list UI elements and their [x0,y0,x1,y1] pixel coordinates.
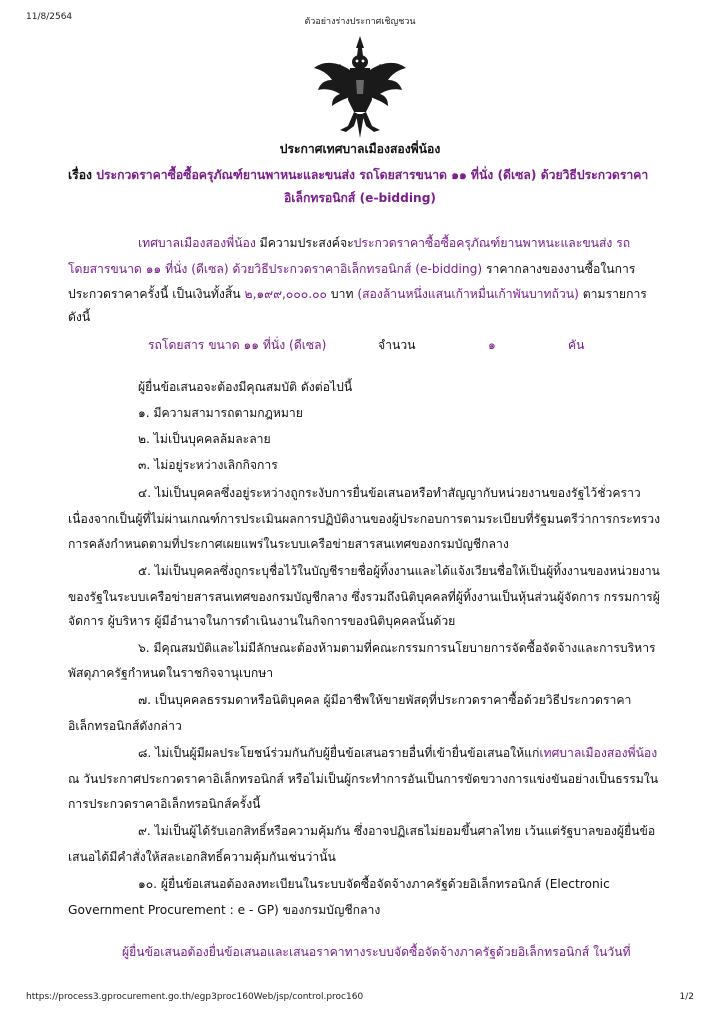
intro-line-3 [68,285,647,303]
qualification-8-text: ๘. ไม่เป็นผู้มีผลประโยชน์ร่วมกันกับผู้ยื่นข้อเสนอรายอื่นที่เข้ายื่นข้อเสนอให้แก่ [138,746,540,760]
qualifications-lead: ผู้ยื่นข้อเสนอจะต้องมีคุณสมบัติ ดังต่อไปนี้ [138,380,353,394]
currency: บาท [326,287,358,301]
qualification-6-line-1: ๖. มีคุณสมบัติและไม่มีลักษณะต้องห้ามตามที่คณะกรรมการนโยบายการจัดซื้อจัดจ้างและการบริหาร [138,641,656,655]
qualification-10-line-2: Government Procurement : e - GP) ของกรมบัญชีกลาง [68,903,381,917]
qualification-9-line-1: ๙. ไม่เป็นผู้ได้รับเอกสิทธิ์หรือความคุ้มกัน ซึ่งอาจปฏิเสธไม่ยอมขึ้นศาลไทย เว้นแต่รัฐบาลของผู้ยื่นข้อ [138,824,656,838]
print-url: https://process3.gprocurement.go.th/egp3proc160Web/jsp/control.proc160 [26,992,364,1002]
qualification-4-line-1: ๔. ไม่เป็นบุคคลซึ่งอยู่ระหว่างถูกระงับการยื่นข้อเสนอหรือทำสัญญากับหน่วยงานของรัฐไว้ชั่วคราว [138,486,641,500]
subject-line-1 [68,166,648,184]
procurement-title-cont: โดยสารขนาด ๑๑ ที่นั่ง (ดีเซล) ด้วยวิธีประกวดราคาอิเล็กทรอนิกส์ (e-bidding) [68,262,483,276]
qualification-8-line-1 [138,744,657,762]
qualification-6-line-2: พัสดุภาครัฐกำหนดในราชกิจจานุเบกษา [68,666,274,680]
qualification-3: ๓. ไม่อยู่ระหว่างเลิกกิจการ [138,458,278,472]
qualification-5-line-2: ของรัฐในระบบเครือข่ายสารสนเทศของกรมบัญชีกลาง ซึ่งรวมถึงนิติบุคคลที่ผู้ทิ้งงานเป็นหุ้นส่วนผู้จัดการ กรรมการผู้ [68,590,660,604]
qualification-8-line-2: ณ วันประกาศประกวดราคาอิเล็กทรอนิกส์ หรือไม่เป็นผู้กระทำการอันเป็นการขัดขวางการแข่งขันอย่างเป็นธรรมใน [68,772,659,786]
org-name: เทศบาลเมืองสองพี่น้อง [539,746,658,760]
subject-text: ประกวดราคาซื้อซื้อครุภัณฑ์ยานพาหนะและขนส่ง รถโดยสารขนาด ๑๑ ที่นั่ง (ดีเซล) ด้วยวิธีประกวดราคา [96,168,649,182]
qualification-1: ๑. มีความสามารถตามกฎหมาย [138,406,303,420]
org-name: เทศบาลเมืองสองพี่น้อง [138,236,256,250]
intro-text: ตามรายการ [578,287,647,301]
intro-text: ราคากลางของงานซื้อในการ [482,262,636,276]
item-name: รถโดยสาร ขนาด ๑๑ ที่นั่ง (ดีเซล) [148,338,327,352]
qualification-10-line-1: ๑๐. ผู้ยื่นข้อเสนอต้องลงทะเบียนในระบบจัดซื้อจัดจ้างภาครัฐด้วยอิเล็กทรอนิกส์ (Electronic [138,877,610,891]
print-date: 11/8/2564 [26,12,73,22]
announcement-heading: ประกาศเทศบาลเมืองสองพี่น้อง [279,142,441,156]
qualification-7-line-1: ๗. เป็นบุคคลธรรมดาหรือนิติบุคคล ผู้มีอาชีพให้ขายพัสดุที่ประกวดราคาซื้อด้วยวิธีประกวดราคา [138,693,632,707]
garuda-emblem-icon [312,34,408,140]
qualification-4-line-3: การคลังกำหนดตามที่ประกาศเผยแพร่ในระบบเครือข่ายสารสนเทศของกรมบัญชีกลาง [68,537,509,551]
print-page-number: 1/2 [679,992,694,1002]
item-unit: คัน [568,338,585,352]
item-qty-label: จำนวน [378,338,416,352]
intro-line-4: ดังนี้ [68,310,91,324]
subject-label: เรื่อง [68,168,92,182]
print-title: ตัวอย่างร่างประกาศเชิญชวน [304,17,416,27]
qualification-4-line-2: เนื่องจากเป็นผู้ที่ไม่ผ่านเกณฑ์การประเมินผลการปฏิบัติงานของผู้ประกอบการตามระเบียบที่รัฐมนตรีว่าการกระทรวง [68,512,661,526]
qualification-8-line-3: การประกวดราคาอิเล็กทรอนิกส์ครั้งนี้ [68,797,261,811]
qualification-5-line-3: จัดการ ผู้บริหาร ผู้มีอำนาจในการดำเนินงานในกิจการของนิติบุคคลนั้นด้วย [68,614,456,628]
budget-amount: ๒,๑๙๙,๐๐๐.๐๐ [244,287,327,301]
intro-line-1 [138,234,630,252]
intro-line-2 [68,260,635,278]
intro-text: มีความประสงค์จะ [255,236,354,250]
budget-amount-words: (สองล้านหนึ่งแสนเก้าหมื่นเก้าพันบาทถ้วน) [357,287,579,301]
intro-text: ประกวดราคาครั้งนี้ เป็นเงินทั้งสิ้น [68,287,245,301]
subject-line-2: อิเล็กทรอนิกส์ (e-bidding) [283,191,437,205]
qualification-7-line-2: อิเล็กทรอนิกส์ดังกล่าว [68,719,182,733]
qualification-9-line-2: เสนอได้มีคำสั่งให้สละเอกสิทธิ์ความคุ้มกันเช่นว่านั้น [68,850,336,864]
procurement-title: ประกวดราคาซื้อซื้อครุภัณฑ์ยานพาหนะและขนส่ง รถ [353,236,631,250]
qualification-5-line-1: ๕. ไม่เป็นบุคคลซึ่งถูกระบุชื่อไว้ในบัญชีรายชื่อผู้ทิ้งงานและได้แจ้งเวียนชื่อให้เป็นผู้ทิ้งงานของหน่วยงาน [138,564,660,578]
submission-instruction: ผู้ยื่นข้อเสนอต้องยื่นข้อเสนอและเสนอราคาทางระบบจัดซื้อจัดจ้างภาครัฐด้วยอิเล็กทรอนิกส์ ในวันที่ [122,945,631,959]
item-qty: ๑ [488,338,496,352]
qualification-2: ๒. ไม่เป็นบุคคลล้มละลาย [138,432,271,446]
